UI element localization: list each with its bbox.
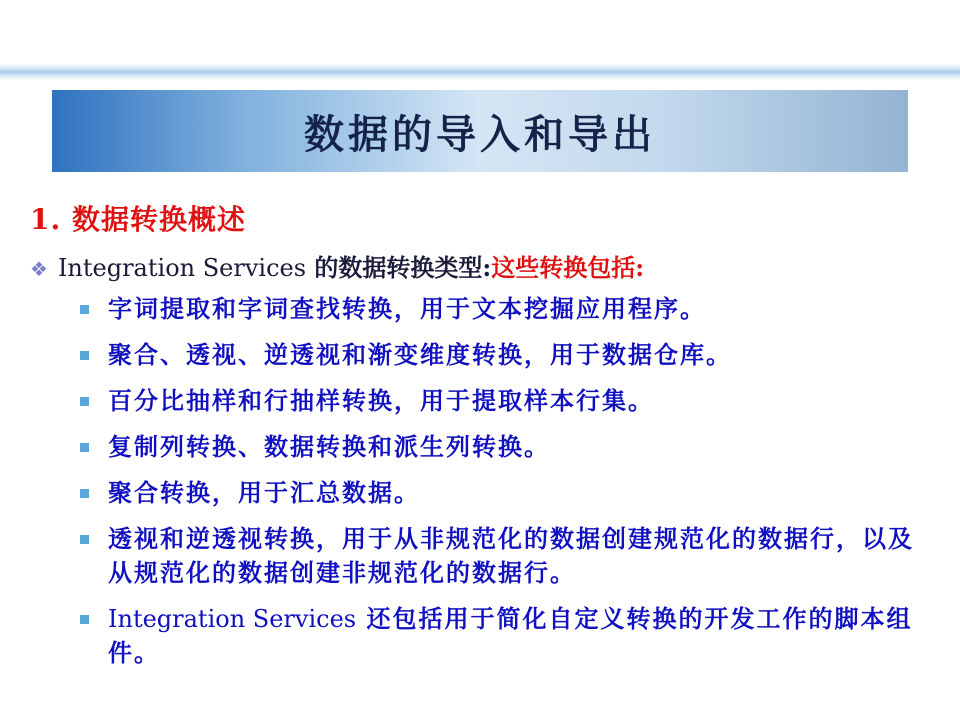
list-item-text: 聚合转换，用于汇总数据。 [108, 478, 420, 507]
square-bullet-icon [80, 443, 89, 452]
square-bullet-icon [80, 489, 89, 498]
header-stripe [0, 64, 960, 80]
title-banner [52, 90, 908, 172]
intro-prefix: Integration Services [57, 254, 307, 282]
list-item-text: 百分比抽样和行抽样转换，用于提取样本行集。 [108, 386, 654, 415]
list-item [78, 602, 918, 670]
list-item [78, 292, 918, 326]
square-bullet-icon [80, 535, 89, 544]
intro-line [30, 248, 644, 283]
square-bullet-icon [80, 305, 89, 314]
list-item [78, 430, 918, 464]
square-bullet-icon [80, 397, 89, 406]
list-item-text: 字词提取和字词查找转换，用于文本挖掘应用程序。 [108, 294, 706, 323]
list-item-prefix: Integration Services [108, 605, 357, 633]
diamond-bullet-icon: ❖ [30, 257, 48, 281]
section-heading: 1. 数据转换概述 [30, 203, 246, 236]
intro-middle: 的数据转换类型: [306, 253, 492, 282]
list-item [78, 384, 918, 418]
list-item-text: 复制列转换、数据转换和派生列转换。 [108, 432, 550, 461]
square-bullet-icon [80, 615, 89, 624]
list-item-text: 还包括用于简化自定义转换的开发工作的脚本组件。 [108, 604, 913, 667]
square-bullet-icon [80, 351, 89, 360]
list-item [78, 338, 918, 372]
list-item-text: 透视和逆透视转换，用于从非规范化的数据创建规范化的数据行，以及从规范化的数据创建非规范化的数据行。 [108, 524, 914, 587]
list-item [78, 476, 918, 510]
list-item [78, 522, 918, 590]
intro-highlight: 这些转换包括: [491, 253, 645, 282]
slide-title: 数据的导入和导出 [304, 110, 656, 158]
list-item-text: 聚合、透视、逆透视和渐变维度转换，用于数据仓库。 [108, 340, 732, 369]
bullet-list [78, 292, 918, 682]
